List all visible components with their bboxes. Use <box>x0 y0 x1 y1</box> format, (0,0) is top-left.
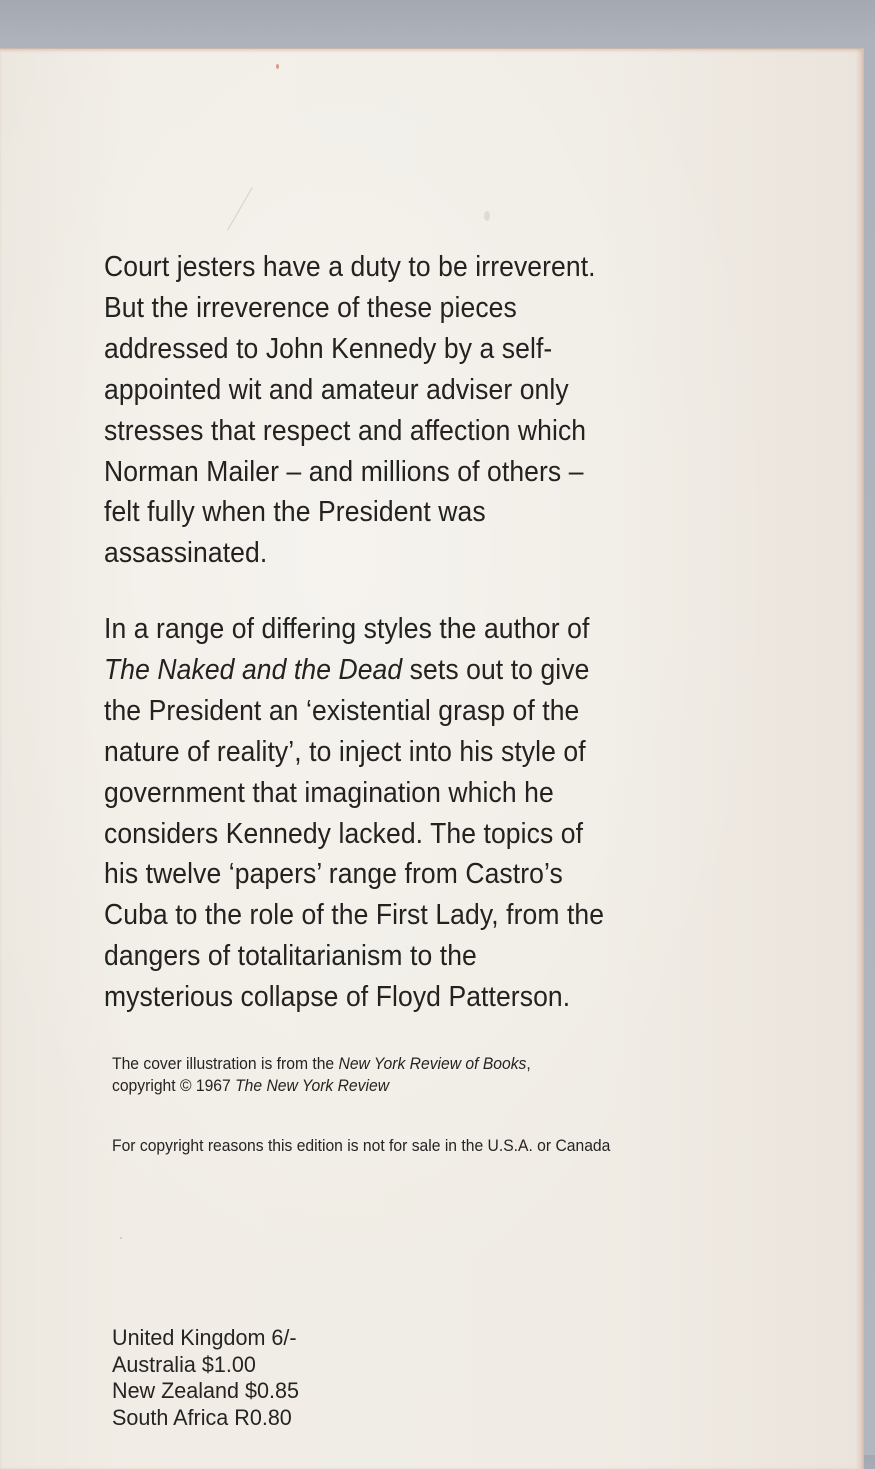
blurb-paragraph-1 <box>104 247 755 574</box>
blurb-line: stresses that respect and affection which <box>104 414 587 447</box>
blurb-line: mysterious collapse of Floyd Patterson. <box>104 981 571 1014</box>
blurb-line-rest: sets out to give <box>402 653 590 686</box>
paper-speck <box>276 64 279 69</box>
blurb-line: Norman Mailer – and millions of others – <box>104 455 584 488</box>
book-back-cover <box>0 48 864 1469</box>
credit-text: The cover illustration is from the <box>112 1055 339 1073</box>
blurb-line: considers Kennedy lacked. The topics of <box>104 817 584 850</box>
blurb-line: assassinated. <box>104 537 268 570</box>
paper-crease <box>227 187 253 231</box>
price-country: Australia <box>112 1351 196 1377</box>
price-country: United Kingdom <box>112 1325 266 1350</box>
blurb-line: appointed wit and amateur adviser only <box>104 373 569 406</box>
price-country: New Zealand <box>112 1378 240 1403</box>
credit-publication-italic: New York Review of Books <box>338 1055 527 1073</box>
blurb-line: nature of reality’, to inject into his style of <box>104 735 586 768</box>
price-value: $1.00 <box>201 1351 256 1377</box>
book-title-italic: The Naked and the Dead <box>104 653 403 686</box>
blurb-line: Cuba to the role of the First Lady, from the <box>104 899 605 932</box>
price-row-south-africa <box>112 1405 299 1432</box>
sale-restriction-notice: For copyright reasons this edition is not for sale in the U.S.A. or Canada <box>112 1137 611 1155</box>
blurb-line: addressed to John Kennedy by a self- <box>104 332 553 365</box>
credit-line-2 <box>112 1075 531 1097</box>
blurb-line: Court jesters have a duty to be irreverent. <box>104 251 596 283</box>
blurb-line: the President an ‘existential grasp of the <box>104 694 580 727</box>
credit-line-1 <box>112 1053 531 1075</box>
price-country: South Africa <box>112 1404 229 1430</box>
blurb-line: dangers of totalitarianism to the <box>104 940 477 973</box>
paper-speck <box>484 211 490 221</box>
price-value: 6/- <box>271 1325 297 1350</box>
blurb-paragraph-2 <box>104 609 755 1018</box>
copyright-text: copyright © 1967 <box>112 1077 236 1095</box>
paper-speck <box>120 1237 122 1239</box>
blurb-line: government that imagination which he <box>104 776 554 809</box>
blurb-line <box>104 650 755 691</box>
price-value: R0.80 <box>234 1404 292 1430</box>
price-row-australia <box>112 1352 299 1379</box>
price-value: $0.85 <box>245 1378 300 1403</box>
copyright-holder-italic: The New York Review <box>235 1077 390 1095</box>
cover-illustration-credit <box>112 1053 531 1097</box>
price-row-new-zealand <box>112 1378 299 1405</box>
blurb-line: felt fully when the President was <box>104 496 486 529</box>
price-list <box>112 1325 299 1431</box>
blurb-line: But the irreverence of these pieces <box>104 291 517 324</box>
credit-punct: , <box>526 1055 531 1073</box>
blurb-line: his twelve ‘papers’ range from Castro’s <box>104 858 563 891</box>
blurb-line: In a range of differing styles the author of <box>104 613 590 645</box>
price-row-uk <box>112 1325 299 1352</box>
